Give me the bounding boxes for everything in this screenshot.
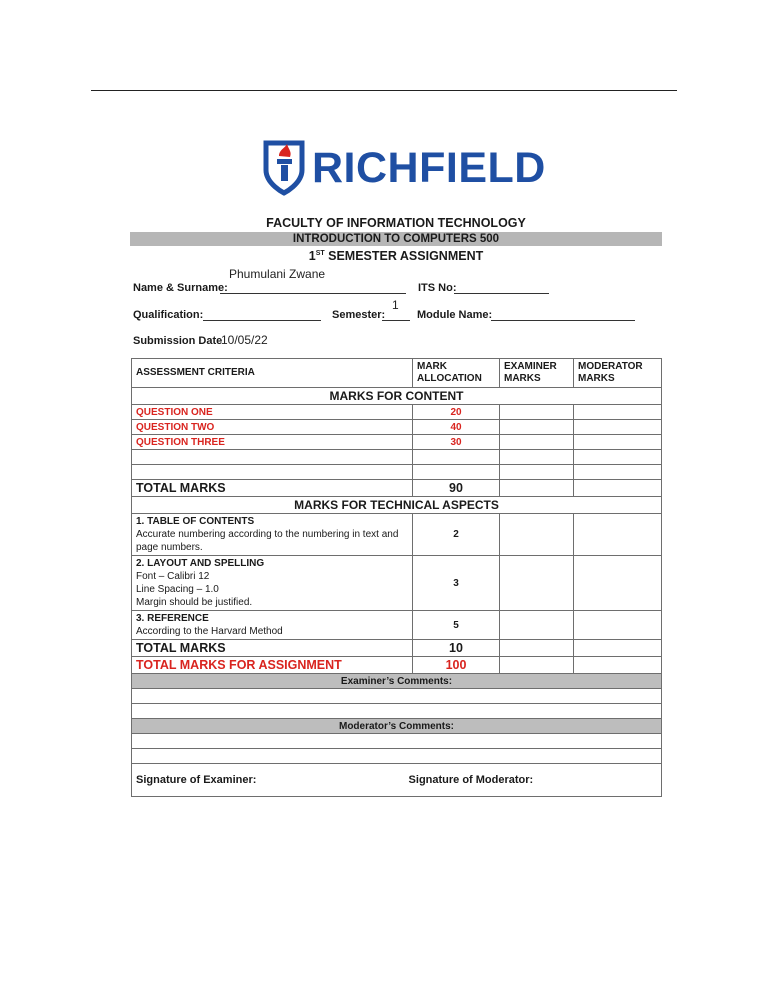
assignment-total-row <box>132 657 662 674</box>
semester-label: Semester: <box>332 309 386 321</box>
reference-mark: 5 <box>413 611 500 640</box>
toc-mark: 2 <box>413 514 500 556</box>
examiner-cell[interactable] <box>500 640 574 657</box>
moderator-cell[interactable] <box>574 556 662 611</box>
examiner-cell[interactable] <box>500 420 574 435</box>
module-name-line <box>491 320 635 321</box>
table-row <box>132 405 662 420</box>
table-row <box>132 465 662 480</box>
table-header-row <box>132 359 662 388</box>
assignment-total-value: 100 <box>413 657 500 674</box>
name-line <box>220 293 406 294</box>
moderator-cell[interactable] <box>574 611 662 640</box>
content-total-label: TOTAL MARKS <box>132 480 413 497</box>
submission-label: Submission Date <box>133 335 223 347</box>
examiner-cell[interactable] <box>500 556 574 611</box>
examiner-comments-header <box>132 674 662 689</box>
reference-criterion <box>132 611 413 640</box>
header-examiner-marks: EXAMINER MARKS <box>500 359 574 388</box>
table-row <box>132 611 662 640</box>
module-name-label: Module Name: <box>417 309 493 321</box>
table-row <box>132 450 662 465</box>
content-section-title: MARKS FOR CONTENT <box>132 388 662 405</box>
layout-margin: Margin should be justified. <box>136 597 253 608</box>
top-rule <box>91 90 677 91</box>
assignment-total-label: TOTAL MARKS FOR ASSIGNMENT <box>132 657 413 674</box>
qualification-label: Qualification: <box>133 309 204 321</box>
toc-desc: Accurate numbering according to the numbering in text and page numbers. <box>136 529 399 553</box>
examiner-cell[interactable] <box>500 480 574 497</box>
examiner-comments-title: Examiner’s Comments: <box>132 674 662 689</box>
tech-section-title: MARKS FOR TECHNICAL ASPECTS <box>132 497 662 514</box>
signature-row <box>132 764 662 797</box>
moderator-comments-title: Moderator’s Comments: <box>132 719 662 734</box>
examiner-comment-line[interactable] <box>132 704 662 719</box>
table-row <box>132 435 662 450</box>
moderator-cell[interactable] <box>574 420 662 435</box>
content-section-row <box>132 388 662 405</box>
semester-line <box>382 320 410 321</box>
toc-title: 1. TABLE OF CONTENTS <box>136 516 255 527</box>
logo-wordmark: RICHFIELD <box>312 144 546 192</box>
faculty-title: FACULTY OF INFORMATION TECHNOLOGY <box>266 216 526 230</box>
assignment-title: 1ST SEMESTER ASSIGNMENT <box>308 249 484 263</box>
module-title: INTRODUCTION TO COMPUTERS 500 <box>130 232 662 246</box>
semester-value: 1 <box>392 298 399 312</box>
table-row <box>132 556 662 611</box>
richfield-logo <box>262 140 546 196</box>
its-label: ITS No: <box>418 282 457 294</box>
examiner-cell[interactable] <box>500 514 574 556</box>
signature-examiner: Signature of Examiner: <box>136 774 257 786</box>
moderator-comment-line[interactable] <box>132 749 662 764</box>
tech-section-row <box>132 497 662 514</box>
examiner-cell[interactable] <box>500 611 574 640</box>
shield-torch-icon <box>262 140 306 196</box>
moderator-cell[interactable] <box>574 514 662 556</box>
question-two-label: QUESTION TWO <box>132 420 413 435</box>
table-row <box>132 514 662 556</box>
moderator-comment-line[interactable] <box>132 734 662 749</box>
tech-total-value: 10 <box>413 640 500 657</box>
examiner-comment-line[interactable] <box>132 689 662 704</box>
signature-moderator: Signature of Moderator: <box>408 774 534 786</box>
reference-title: 3. REFERENCE <box>136 613 209 624</box>
layout-font: Font – Calibri 12 <box>136 571 210 582</box>
toc-criterion <box>132 514 413 556</box>
question-three-mark: 30 <box>413 435 500 450</box>
moderator-cell[interactable] <box>574 657 662 674</box>
reference-desc: According to the Harvard Method <box>136 626 283 637</box>
layout-title: 2. LAYOUT AND SPELLING <box>136 558 265 569</box>
moderator-cell[interactable] <box>574 640 662 657</box>
examiner-cell[interactable] <box>500 657 574 674</box>
question-three-label: QUESTION THREE <box>132 435 413 450</box>
question-one-label: QUESTION ONE <box>132 405 413 420</box>
header-moderator-marks: MODERATOR MARKS <box>574 359 662 388</box>
submission-value: 10/05/22 <box>221 333 268 347</box>
name-label: Name & Surname: <box>133 282 228 294</box>
tech-total-label: TOTAL MARKS <box>132 640 413 657</box>
examiner-cell[interactable] <box>500 405 574 420</box>
layout-criterion <box>132 556 413 611</box>
question-two-mark: 40 <box>413 420 500 435</box>
its-line <box>454 293 549 294</box>
tech-total-row <box>132 640 662 657</box>
question-one-mark: 20 <box>413 405 500 420</box>
table-row <box>132 420 662 435</box>
examiner-cell[interactable] <box>500 435 574 450</box>
name-value: Phumulani Zwane <box>229 267 326 281</box>
layout-spacing: Line Spacing – 1.0 <box>136 584 219 595</box>
content-total-row <box>132 480 662 497</box>
moderator-cell[interactable] <box>574 480 662 497</box>
moderator-cell[interactable] <box>574 435 662 450</box>
layout-mark: 3 <box>413 556 500 611</box>
header-mark-allocation: MARK ALLOCATION <box>413 359 500 388</box>
moderator-comments-header <box>132 719 662 734</box>
assessment-table <box>131 358 662 797</box>
moderator-cell[interactable] <box>574 405 662 420</box>
signature-cell <box>132 764 662 797</box>
header-criteria: ASSESSMENT CRITERIA <box>132 359 413 388</box>
content-total-value: 90 <box>413 480 500 497</box>
qualification-line <box>203 320 321 321</box>
